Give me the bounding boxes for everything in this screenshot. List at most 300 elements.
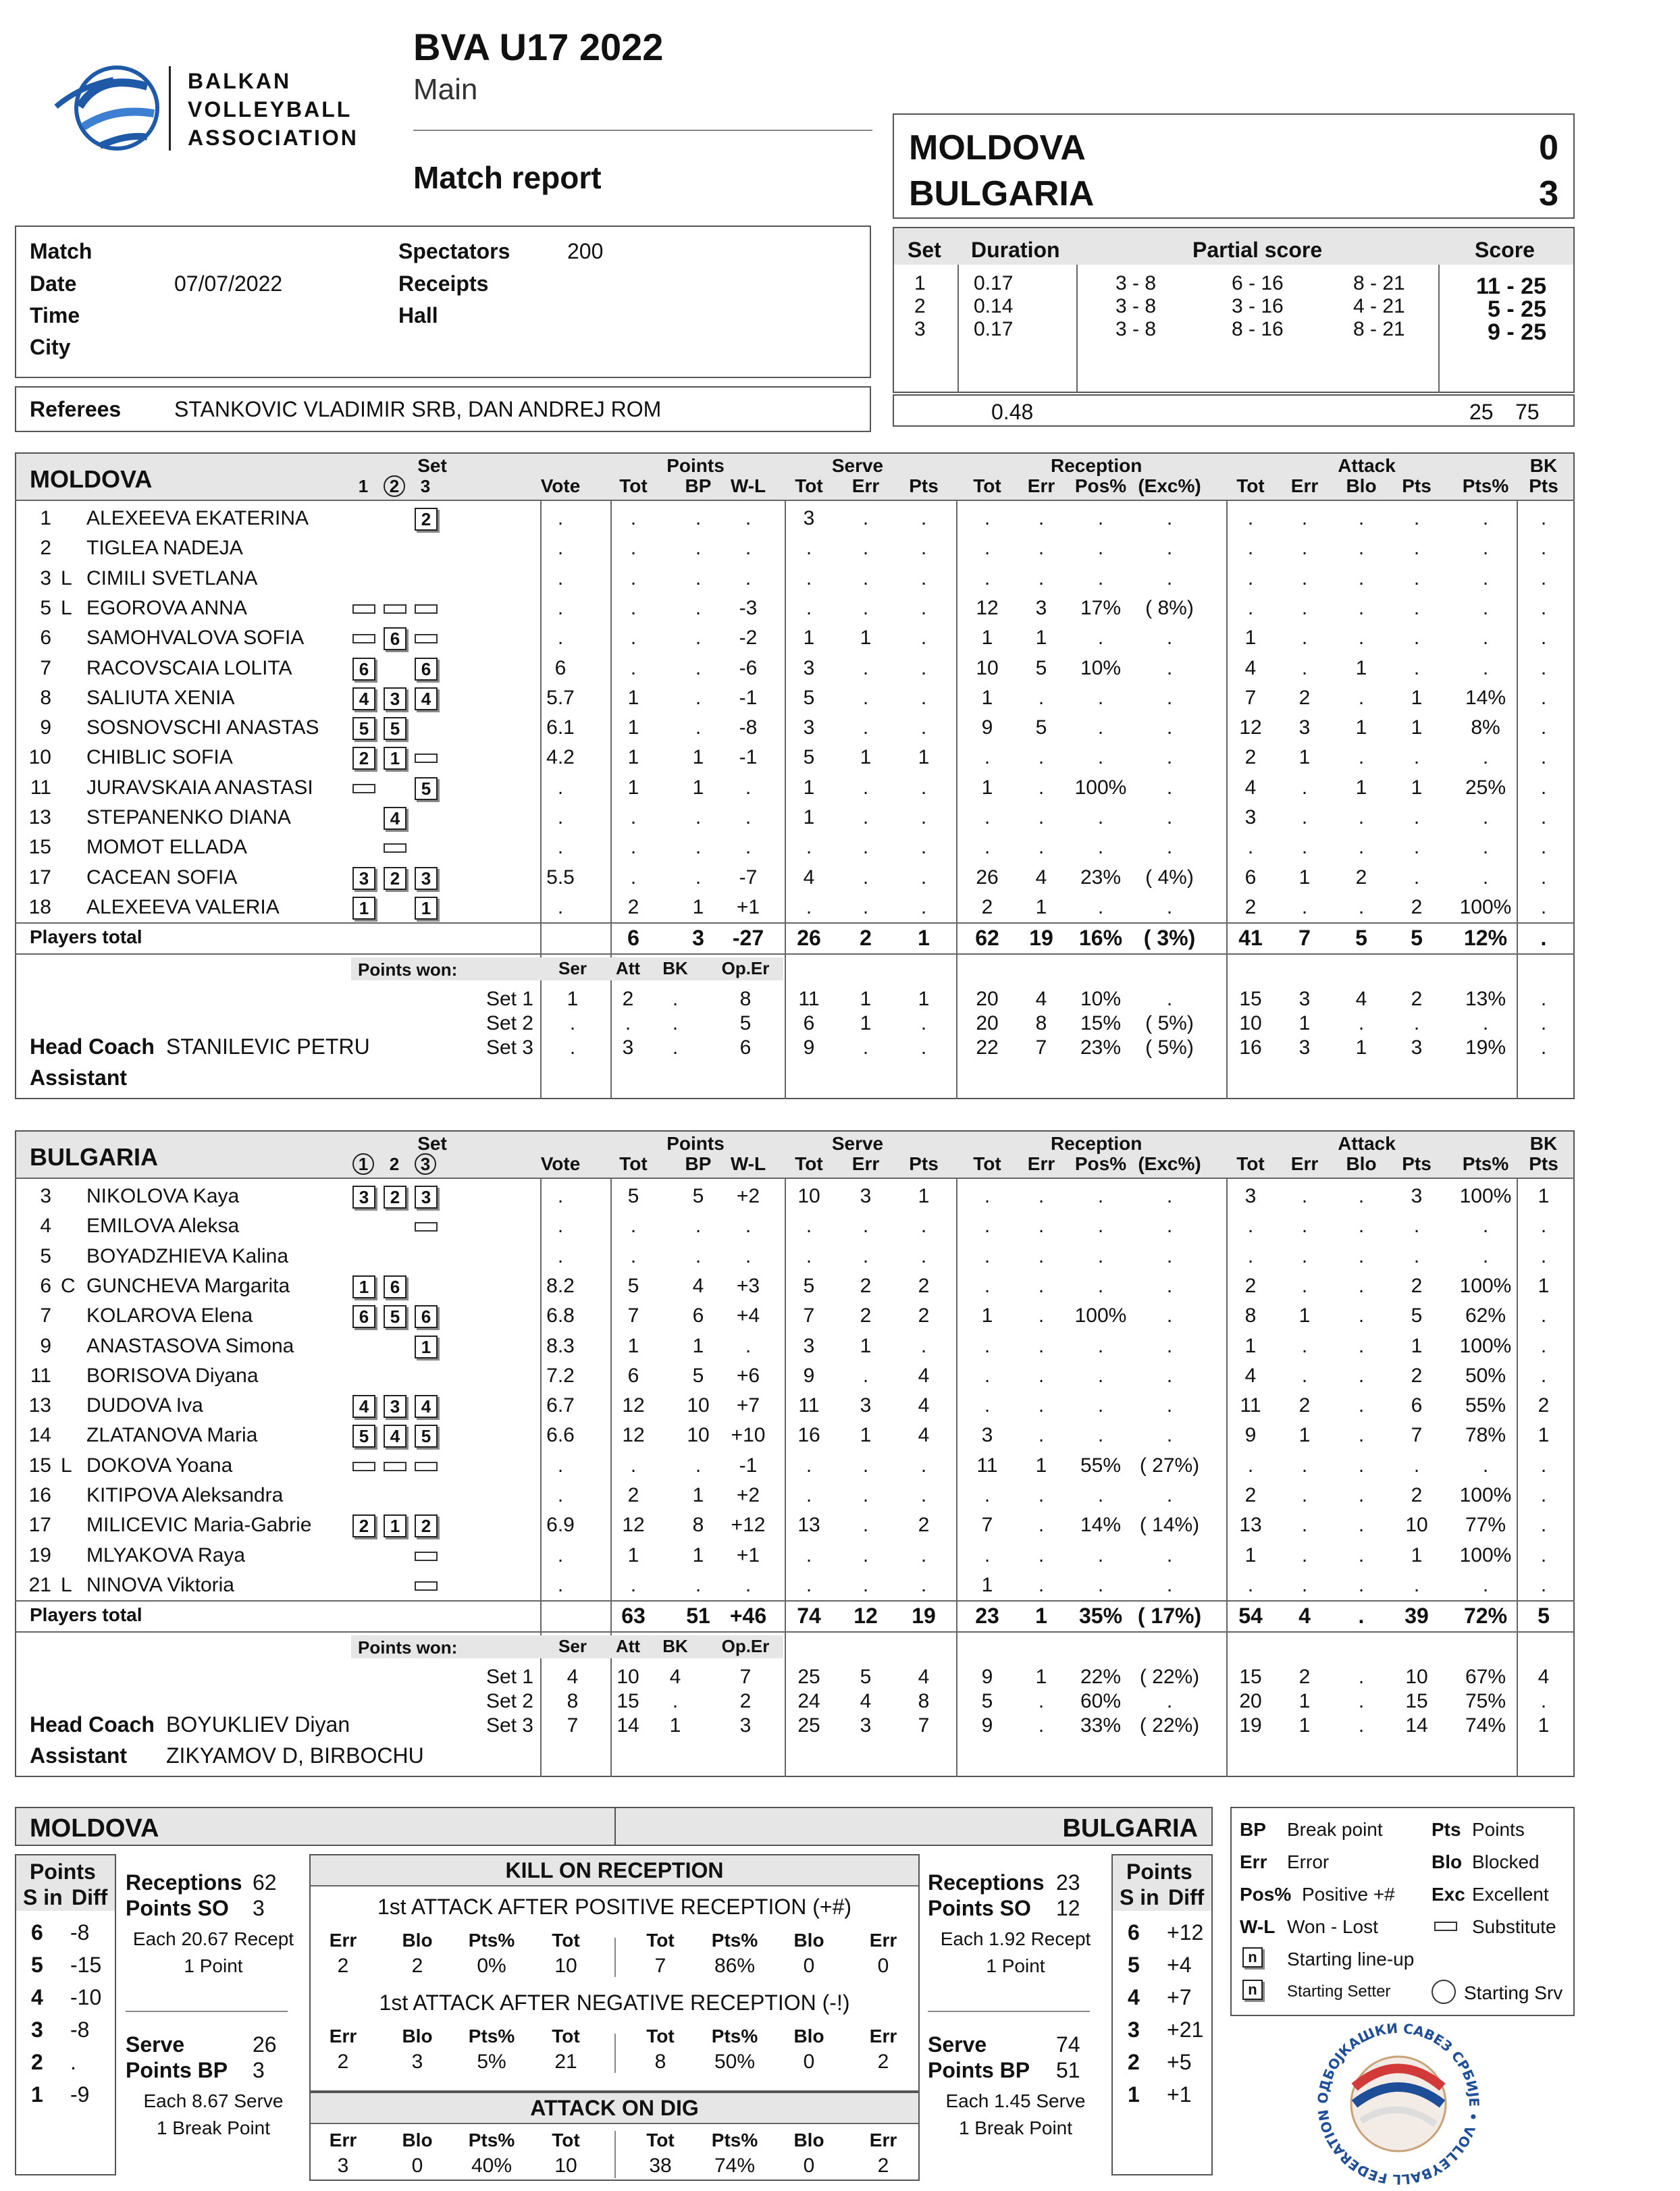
diff-value: +12 — [1167, 1920, 1204, 1945]
stat-cell: . — [1540, 596, 1547, 619]
stat-cell: 1 — [1035, 895, 1047, 918]
diff-set: 5 — [1128, 1953, 1140, 1977]
substitute-icon — [384, 604, 406, 614]
won-att: 14 — [616, 1714, 639, 1737]
starting-position-box: 5 — [384, 717, 406, 740]
player-name: TIGLEA NADEJA — [86, 537, 243, 560]
won-op-er: 3 — [739, 1714, 752, 1737]
stat-cell: . — [806, 1484, 812, 1506]
stat-cell: . — [1301, 776, 1308, 799]
col-pts: Pts — [909, 1153, 939, 1174]
partial-1: 3 - 8 — [1115, 295, 1157, 317]
diff-b-sin: S in — [1120, 1885, 1159, 1909]
total-cell: 62 — [975, 926, 999, 951]
stat-cell: . — [984, 1334, 991, 1357]
col-serve: Serve — [831, 1133, 884, 1154]
starting-position-box: 2 — [415, 1514, 438, 1537]
won-set-label: Set 1 — [485, 988, 533, 1011]
starting-position-box: 3 — [352, 867, 375, 890]
stat-cell: 100% — [1459, 1274, 1512, 1297]
stat-cell: ( 27%) — [1139, 1454, 1200, 1477]
stat-cell: 1 — [692, 776, 704, 799]
stat-cell: 7 — [981, 1514, 993, 1537]
stat-cell: . — [695, 627, 702, 650]
player-name: NIKOLOVA Kaya — [86, 1185, 240, 1207]
stat-cell: 8 — [1244, 1304, 1257, 1327]
kill-cell: 10 — [554, 1955, 577, 1977]
stat-cell: 1 — [981, 686, 993, 709]
stat-cell: . — [695, 716, 702, 739]
set-score: 11 - 25 — [1476, 273, 1546, 299]
col-pts: Pts — [1402, 475, 1432, 496]
substitute-icon — [415, 1552, 438, 1561]
stat-cell: . — [1166, 1543, 1173, 1566]
diff-value: -9 — [70, 2082, 90, 2107]
legend-bp-val: Break point — [1287, 1819, 1383, 1840]
stat-cell: 4 — [918, 1424, 930, 1447]
col-bp: BP — [685, 475, 712, 496]
stat-cell: . — [1358, 1424, 1365, 1447]
won-ser: 7 — [567, 1714, 579, 1737]
stat-cell: . — [1482, 836, 1489, 859]
head-coach-label: Head Coach — [30, 1712, 155, 1737]
stat-cell: 1 — [981, 627, 993, 650]
won-stat-cell: 1 — [1355, 1036, 1367, 1059]
player-name: KITIPOVA Aleksandra — [86, 1484, 284, 1506]
stat-cell: . — [1358, 1364, 1365, 1387]
stat-cell: . — [695, 507, 702, 529]
stat-cell: . — [1097, 716, 1104, 739]
set-indicator-3: 3 — [420, 476, 431, 496]
team-name: BULGARIA — [30, 1143, 158, 1171]
stat-cell: . — [1482, 507, 1489, 529]
player-number: 9 — [40, 716, 51, 739]
won-stat-cell: . — [1540, 1690, 1547, 1713]
stat-cell: . — [1358, 537, 1365, 560]
player-number: 18 — [28, 895, 51, 918]
player-number: 15 — [28, 836, 51, 859]
player-name: KOLAROVA Elena — [86, 1304, 253, 1327]
sets-col-partial: Partial score — [1192, 238, 1323, 262]
stat-cell: . — [1247, 537, 1254, 560]
stat-cell: . — [1038, 776, 1045, 799]
stat-cell: . — [1038, 1185, 1045, 1207]
kill-col-header: Blo — [402, 2130, 433, 2150]
player-number: 17 — [28, 1514, 51, 1537]
substitute-icon — [352, 784, 375, 793]
stat-cell: 10% — [1080, 656, 1122, 679]
stat-cell: . — [630, 1244, 637, 1267]
player-name: JURAVSKAIA ANASTASI — [86, 776, 313, 799]
stat-cell: . — [1097, 686, 1104, 709]
stat-cell: 1 — [627, 746, 639, 769]
won-stat-cell: 19 — [1239, 1714, 1262, 1737]
stat-cell: 2 — [1244, 895, 1257, 918]
stat-cell: . — [1247, 1454, 1254, 1477]
bottom-team-b: BULGARIA — [1062, 1814, 1198, 1843]
stat-cell: 4 — [1244, 776, 1257, 799]
stat-cell: . — [1301, 1364, 1308, 1387]
city-label: City — [30, 335, 71, 359]
stat-cell: -6 — [739, 656, 758, 679]
substitute-icon — [384, 843, 406, 853]
col-vote: Vote — [540, 1153, 581, 1174]
stat-cell: 100% — [1459, 1484, 1512, 1506]
starting-position-box: 5 — [415, 1425, 438, 1448]
legend-pts-key: Pts — [1432, 1819, 1461, 1840]
stat-cell: . — [695, 1244, 702, 1267]
total-cell: 6 — [627, 926, 639, 951]
kill-cell: 0 — [803, 1955, 815, 1977]
total-cell: 12% — [1463, 926, 1508, 951]
each-serve-a: Each 8.67 Serve — [143, 2090, 284, 2111]
score-sets-a: 0 — [1539, 128, 1558, 167]
stat-cell: . — [1166, 1215, 1173, 1238]
starting-position-box: 2 — [352, 747, 375, 770]
starting-position-box: 5 — [352, 1425, 375, 1448]
head-coach-name: STANILEVIC PETRU — [166, 1034, 370, 1059]
stat-cell: . — [1166, 806, 1173, 828]
stat-cell: 1 — [1355, 776, 1367, 799]
player-name: EMILOVA Aleksa — [86, 1215, 240, 1238]
player-name: CIMILI SVETLANA — [86, 566, 258, 589]
stat-cell: . — [1097, 1185, 1104, 1207]
stat-cell: . — [1166, 895, 1173, 918]
diff-set: 1 — [31, 2082, 43, 2107]
stat-cell: +7 — [736, 1394, 760, 1417]
col-pts: Pts — [1529, 1153, 1558, 1174]
stat-cell: . — [1358, 895, 1365, 918]
stat-cell: 1 — [1538, 1185, 1550, 1207]
logo-line1: BALKAN — [188, 69, 292, 93]
col-serve: Serve — [831, 455, 884, 476]
stat-cell: . — [745, 806, 752, 828]
stat-cell: . — [920, 1334, 927, 1357]
kill-col-header: Tot — [552, 2026, 580, 2047]
stat-cell: . — [920, 1215, 927, 1238]
date-label: Date — [30, 271, 77, 296]
stat-cell: . — [630, 566, 637, 589]
player-name: ALEXEEVA VALERIA — [86, 895, 280, 918]
stat-cell: . — [1247, 566, 1254, 589]
stat-cell: . — [920, 1244, 927, 1267]
stat-cell: . — [862, 776, 869, 799]
stat-cell: . — [1358, 1334, 1365, 1357]
player-name: EGOROVA ANNA — [86, 596, 247, 619]
stat-cell: . — [1301, 596, 1308, 619]
won-stat-cell: 15% — [1080, 1012, 1122, 1035]
svg-text:ОДБОЈКАШКИ САВЕЗ СРБИЈЕ • VOLL: ОДБОЈКАШКИ САВЕЗ СРБИЈЕ • VOLLEYBALL FEDERATION — [1314, 2023, 1483, 2185]
won-stat-cell: 22 — [976, 1036, 999, 1059]
won-stat-cell: 24 — [797, 1690, 820, 1713]
stat-cell: . — [695, 1215, 702, 1238]
stat-cell: 12 — [622, 1514, 645, 1537]
won-stat-cell: 15 — [1239, 988, 1262, 1011]
sets-total — [893, 394, 1575, 427]
won-stat-cell: 5 — [981, 1690, 993, 1713]
stat-cell: 25% — [1465, 776, 1506, 799]
stat-cell: . — [1038, 1543, 1045, 1566]
substitute-icon — [384, 1462, 406, 1471]
starting-position-box: 3 — [352, 1186, 375, 1209]
legend-substitute-icon — [1434, 1922, 1457, 1931]
total-cell: 7 — [1298, 926, 1311, 951]
kill-col-header: Blo — [793, 1930, 824, 1951]
stat-cell: 6 — [692, 1304, 704, 1327]
starting-position-box: 3 — [415, 867, 438, 890]
stat-cell: 1 — [627, 1543, 639, 1566]
each-rec-b: Each 1.92 Recept — [940, 1928, 1091, 1949]
stat-cell: . — [1166, 656, 1173, 679]
stat-cell: 1 — [981, 1304, 993, 1327]
won-stat-cell: 9 — [803, 1036, 815, 1059]
stat-cell: . — [1097, 1484, 1104, 1506]
col-blo: Blo — [1346, 1153, 1377, 1174]
spectators-label: Spectators — [398, 239, 510, 263]
player-name: SOSNOVSCHI ANASTAS — [86, 716, 319, 739]
total-cell: 19 — [1029, 926, 1053, 951]
starting-position-box: 1 — [384, 1514, 406, 1537]
won-bk: 4 — [669, 1666, 681, 1689]
stat-cell: 2 — [918, 1304, 930, 1327]
stat-cell: 6.1 — [546, 716, 575, 739]
won-att: 3 — [622, 1036, 634, 1059]
stat-cell: 1 — [981, 776, 993, 799]
rec-a-value: 62 — [253, 1870, 277, 1895]
stat-cell: . — [1482, 596, 1489, 619]
kill-cell: 40% — [471, 2155, 513, 2177]
stat-cell: 26 — [976, 866, 999, 889]
stat-cell: . — [1038, 566, 1045, 589]
stat-cell: . — [1166, 836, 1173, 859]
stat-cell: . — [920, 776, 927, 799]
stat-cell: . — [630, 627, 637, 650]
won-col-ser: Ser — [558, 958, 587, 979]
col-ptsp: Pts% — [1462, 1153, 1509, 1174]
partial-2: 6 - 16 — [1232, 272, 1284, 294]
stat-cell: 12 — [622, 1394, 645, 1417]
stat-cell: . — [1358, 1543, 1365, 1566]
player-number: 15 — [28, 1454, 51, 1477]
kill-col-header: Pts% — [711, 2130, 758, 2150]
substitute-icon — [415, 604, 438, 614]
stat-cell: +6 — [736, 1364, 760, 1387]
set-score: 5 - 25 — [1488, 296, 1546, 322]
won-stat-cell: 6 — [803, 1012, 815, 1035]
stat-cell: 3 — [803, 656, 815, 679]
stat-cell: . — [1540, 716, 1547, 739]
stat-cell: . — [984, 537, 991, 560]
stat-cell: 5.7 — [546, 686, 575, 709]
won-bk: . — [672, 1012, 679, 1035]
one-bp-a: 1 Break Point — [156, 2117, 271, 2138]
stat-cell: 2 — [1538, 1394, 1550, 1417]
stat-cell: . — [1301, 1573, 1308, 1596]
stat-cell: . — [557, 895, 564, 918]
won-stat-cell: 25 — [797, 1714, 820, 1737]
legend-serve-circle-icon — [1432, 1980, 1456, 2004]
total-cell: 72% — [1463, 1604, 1508, 1629]
report-title: Match report — [413, 160, 602, 195]
player-name: GUNCHEVA Margarita — [86, 1274, 290, 1297]
won-stat-cell: 1 — [860, 988, 872, 1011]
won-set-label: Set 3 — [485, 1036, 533, 1059]
stat-cell: . — [1166, 1573, 1173, 1596]
won-set-label: Set 2 — [485, 1690, 533, 1713]
stat-cell: . — [1097, 1424, 1104, 1447]
kill-cell: 0 — [411, 2155, 423, 2177]
stat-cell: . — [862, 836, 869, 859]
stat-cell: . — [1413, 836, 1420, 859]
stat-cell: 5 — [627, 1274, 639, 1297]
col-tot: Tot — [619, 475, 648, 496]
stat-cell: . — [630, 1215, 637, 1238]
stat-cell: . — [1301, 1185, 1308, 1207]
diff-set: 6 — [31, 1920, 43, 1945]
stat-cell: . — [745, 1573, 752, 1596]
stat-cell: . — [862, 1543, 869, 1566]
neg-title: 1st ATTACK AFTER NEGATIVE RECEPTION (-!) — [379, 1990, 850, 2015]
stat-cell: . — [920, 627, 927, 650]
won-stat-cell: . — [1038, 1714, 1045, 1737]
won-stat-cell: . — [1540, 988, 1547, 1011]
stat-cell: . — [1097, 836, 1104, 859]
won-stat-cell: 67% — [1465, 1666, 1506, 1689]
stat-cell: . — [862, 1573, 869, 1596]
total-cell: 35% — [1078, 1604, 1123, 1629]
one-point-b: 1 Point — [986, 1955, 1045, 1976]
stat-cell: 1 — [692, 1334, 704, 1357]
stat-cell: . — [1038, 686, 1045, 709]
stat-cell: . — [695, 656, 702, 679]
col-tot: Tot — [1236, 475, 1265, 496]
kill-col-header: Blo — [793, 2026, 824, 2047]
stat-cell: . — [695, 1454, 702, 1477]
partial-1: 3 - 8 — [1115, 318, 1157, 340]
won-stat-cell: . — [1038, 1690, 1045, 1713]
kill-cell: 0 — [803, 2051, 815, 2073]
total-duration: 0.48 — [991, 400, 1034, 424]
won-col-op_er: Op.Er — [721, 958, 770, 979]
substitute-icon — [415, 1581, 438, 1591]
stat-cell: . — [1247, 596, 1254, 619]
volleyball-logo-icon — [53, 59, 167, 161]
won-stat-cell: 9 — [981, 1666, 993, 1689]
col-reception: Reception — [1051, 1133, 1143, 1154]
won-stat-cell: 3 — [860, 1714, 872, 1737]
serbia-federation-logo-icon — [1307, 2023, 1490, 2185]
sets-col-score: Score — [1475, 238, 1535, 262]
stat-cell: . — [806, 537, 812, 560]
bp-b-value: 51 — [1056, 2058, 1080, 2082]
kill-col-header: Pts% — [468, 2130, 515, 2150]
stat-cell: . — [557, 596, 564, 619]
won-stat-cell: 2 — [1298, 1666, 1311, 1689]
stat-cell: . — [862, 1514, 869, 1537]
stat-cell: . — [984, 806, 991, 828]
stat-cell: 2 — [627, 1484, 639, 1506]
stat-cell: 100% — [1074, 776, 1127, 799]
stat-cell: . — [1413, 537, 1420, 560]
stat-cell: -2 — [739, 627, 758, 650]
col-attack: Attack — [1338, 1133, 1396, 1154]
stat-cell: . — [1540, 627, 1547, 650]
stat-cell: . — [984, 507, 991, 529]
won-op-er: 2 — [739, 1690, 752, 1713]
won-stat-cell: ( 5%) — [1145, 1012, 1194, 1035]
attack-on-dig-box — [309, 2092, 920, 2181]
stat-cell: ( 14%) — [1139, 1514, 1200, 1537]
stat-cell: . — [920, 596, 927, 619]
stat-cell: 6 — [1411, 1394, 1423, 1417]
won-stat-cell: 15 — [1405, 1690, 1428, 1713]
stat-cell: . — [1166, 1334, 1173, 1357]
stat-cell: . — [745, 507, 752, 529]
stat-cell: . — [1166, 1424, 1173, 1447]
player-name: CACEAN SOFIA — [86, 866, 238, 889]
player-role: L — [61, 1573, 72, 1596]
won-ser: . — [569, 1036, 576, 1059]
one-bp-b: 1 Break Point — [958, 2117, 1073, 2138]
tournament-title: BVA U17 2022 — [413, 26, 664, 68]
stat-cell: . — [695, 866, 702, 889]
won-stat-cell: 20 — [1239, 1690, 1262, 1713]
stat-cell: . — [557, 627, 564, 650]
stat-cell: . — [1166, 1394, 1173, 1417]
stat-cell: 2 — [1244, 1274, 1257, 1297]
rec-a-label: Receptions — [126, 1870, 242, 1895]
stat-cell: . — [695, 596, 702, 619]
stat-cell: . — [862, 806, 869, 828]
kill-cell: 74% — [714, 2155, 756, 2177]
stat-cell: . — [920, 716, 927, 739]
stat-cell: . — [1358, 836, 1365, 859]
stat-cell: . — [1413, 1454, 1420, 1477]
stat-cell: . — [557, 507, 564, 529]
stat-cell: 8.3 — [546, 1334, 575, 1357]
player-number: 11 — [30, 1364, 51, 1387]
phase-title: Main — [413, 73, 478, 106]
starting-position-box: 6 — [384, 1275, 406, 1298]
one-point-a: 1 Point — [184, 1955, 243, 1976]
player-number: 8 — [40, 686, 51, 709]
player-name: MILICEVIC Maria-Gabrie — [86, 1514, 312, 1537]
stat-cell: 5 — [692, 1364, 704, 1387]
bp-a-value: 3 — [253, 2058, 265, 2082]
starting-position-box: 5 — [384, 1305, 406, 1328]
sets-table — [893, 227, 1575, 393]
kill-cell: 0% — [477, 1955, 506, 1977]
won-bk: . — [672, 1690, 679, 1713]
legend-startup-icon: n — [1242, 1947, 1263, 1968]
won-stat-cell: . — [920, 1036, 927, 1059]
stat-cell: . — [1166, 537, 1173, 560]
stat-cell: . — [806, 1215, 812, 1238]
kill-cell: 50% — [714, 2051, 756, 2073]
stat-cell: 100% — [1459, 895, 1512, 918]
stat-cell: 1 — [1298, 1304, 1311, 1327]
player-name: BOYADZHIEVA Kalina — [86, 1244, 289, 1267]
stat-cell: . — [1413, 1244, 1420, 1267]
player-number: 19 — [28, 1543, 51, 1566]
player-number: 2 — [40, 537, 51, 560]
stat-cell: . — [1301, 1514, 1308, 1537]
diff-set: 1 — [1128, 2082, 1140, 2107]
stat-cell: . — [862, 1364, 869, 1387]
col-set: Set — [417, 455, 447, 476]
stat-cell: 3 — [1244, 806, 1257, 828]
stat-cell: . — [557, 537, 564, 560]
